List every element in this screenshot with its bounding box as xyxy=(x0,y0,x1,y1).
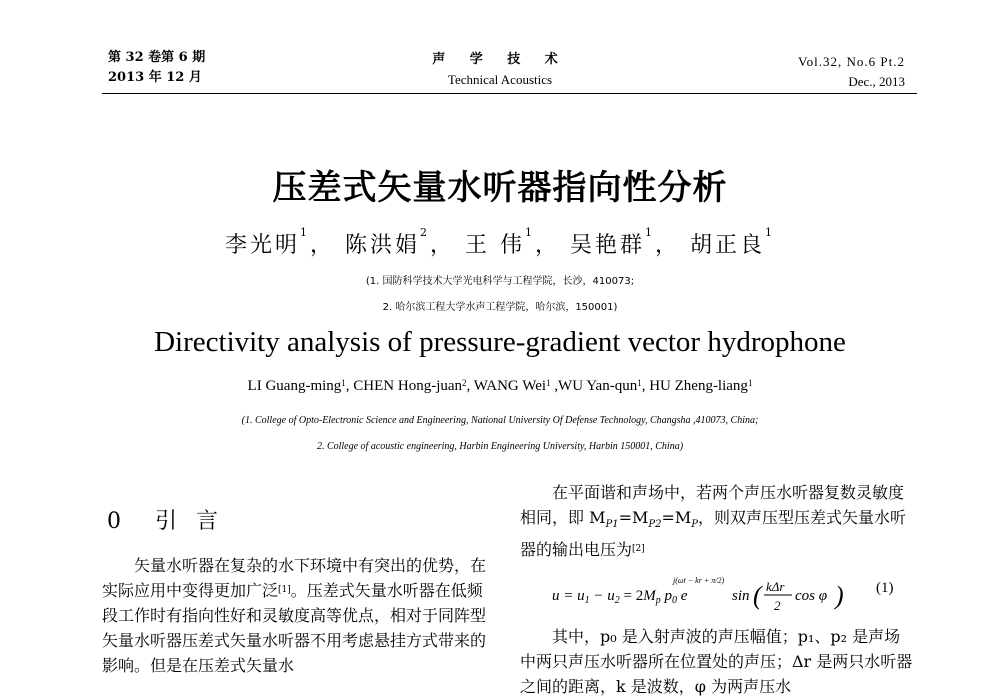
author-aff: 1 xyxy=(299,226,310,239)
authors-en: LI Guang-ming$^1$, CHEN Hong-juan$^2$, WANG Wei$^1$ ,WU Yan-qun$^1$, HU Zheng-liang$^1$ xyxy=(247,378,753,394)
author-en: WU Yan-qun xyxy=(558,378,638,394)
author-aff: 2 xyxy=(462,378,467,388)
volume-header xyxy=(798,52,905,92)
citation: [2] xyxy=(632,544,645,555)
author-en: LI Guang-ming xyxy=(247,378,342,394)
paper-title-cn: 压差式矢量水听器指向性分析 xyxy=(272,168,728,208)
author-cn: 王 伟 xyxy=(465,233,525,258)
model-paragraph xyxy=(520,480,915,562)
author-cn: 胡正良 xyxy=(690,233,766,258)
authors-cn: 李光明$^1$， 陈洪娟$^2$， 王 伟$^1$， 吴艳群$^1$， 胡正良$^1$ xyxy=(224,226,776,258)
svg-text:(: ( xyxy=(753,581,762,610)
model-text-a: 在平面谐和声场中，若两个声压水听器复数灵敏度相同，即 M xyxy=(520,483,905,527)
author-cn: 陈洪娟 xyxy=(344,233,420,258)
svg-text:u = u1 − u2 = 2Mp p0 e: $u = u_1 - u_2 = 2M_p$ $p_0$ e xyxy=(552,588,688,606)
date-cn: 2013 年 12 月 xyxy=(108,70,202,85)
author-en: WANG Wei xyxy=(473,378,547,394)
author-aff: 1 xyxy=(765,226,776,239)
left-column-text xyxy=(102,553,492,678)
equation-number: (1) xyxy=(876,580,894,596)
svg-text:2: 2 xyxy=(774,598,781,613)
intro-text-b: 。压差式矢量水听器在低频段工作时有指向性好和灵敏度高等优点，相对于同阵型矢量水听器压差式矢量水听器不用考虑悬挂方式带来的影响。但是在压差式矢量水 xyxy=(102,581,487,675)
citation: [1] xyxy=(278,585,291,595)
header-rule xyxy=(102,93,917,94)
affiliation-cn-2: 2. 哈尔滨工程大学水声工程学院，哈尔滨，150001) xyxy=(382,302,618,313)
affiliation-en-2: 2. College of acoustic engineering, Harbin Engineering University, Harbin 150001, China) xyxy=(316,441,684,452)
svg-text:j(ωt − kr + π/2): j(ωt − kr + π/2) xyxy=(673,576,725,585)
equation-1 xyxy=(552,570,852,625)
affiliation-en-1: (1. College of Opto-Electronic Science and Engineering, National University Of Defense Technology, Changsha ,410073, China; xyxy=(241,415,759,426)
journal-name-cn: 声 学 技 术 xyxy=(432,52,568,67)
svg-text:): ) xyxy=(835,581,844,610)
volume-en: Vol.32, No.6 Pt.2 xyxy=(797,54,905,69)
affiliation-cn-1: (1. 国防科学技术大学光电科学与工程学院，长沙，410073; xyxy=(365,276,635,287)
author-cn: 李光明 xyxy=(224,233,300,258)
author-en: HU Zheng-liang xyxy=(649,378,748,394)
equation-1-graphic xyxy=(552,570,852,620)
equals-m: =M xyxy=(661,508,692,527)
author-aff: 1 xyxy=(341,378,346,388)
author-aff: 1 xyxy=(747,378,753,388)
author-cn: 吴艳群 xyxy=(570,233,646,258)
paper-title-en: Directivity analysis of pressure-gradient vector hydrophone xyxy=(154,326,846,358)
date-en: Dec., 2013 xyxy=(848,74,905,89)
right-column-text xyxy=(520,480,915,562)
journal-issue-cn: 第 32 卷第 6 期 xyxy=(108,50,206,65)
author-aff: 1 xyxy=(525,226,535,239)
author-aff: 2 xyxy=(420,226,430,239)
model-text-b: ，则双声压型压差式矢量水听器的输出电压为 xyxy=(520,508,907,560)
intro-text-a: 矢量水听器在复杂的水下环境中有突出的优势，在实际应用中变得更加广泛 xyxy=(102,556,487,600)
section-heading-introduction: 0 引 言 xyxy=(107,509,224,534)
journal-name-en: Technical Acoustics xyxy=(447,72,553,87)
author-en: CHEN Hong-juan xyxy=(353,378,463,394)
author-aff: 1 xyxy=(637,378,642,388)
svg-text:sin: sin xyxy=(732,588,750,604)
svg-text:kΔr: kΔr xyxy=(766,579,785,594)
definition-paragraph: 其中，p₀ 是入射声波的声压幅值；p₁、p₂ 是声场中两只声压水听器所在位置处的声压；Δr 是两只水听器之间的距离，k 是波数，φ 为两声压水 xyxy=(520,627,913,696)
svg-text:cos φ: cos φ xyxy=(795,588,828,604)
subscript: P1 xyxy=(605,519,619,531)
intro-paragraph xyxy=(102,553,492,678)
author-aff: 1 xyxy=(546,378,551,388)
subscript: P xyxy=(691,519,698,531)
author-aff: 1 xyxy=(645,226,656,239)
subscript: P2 xyxy=(648,519,662,531)
right-column-continuation xyxy=(520,624,915,699)
equals-m: =M xyxy=(618,508,649,527)
